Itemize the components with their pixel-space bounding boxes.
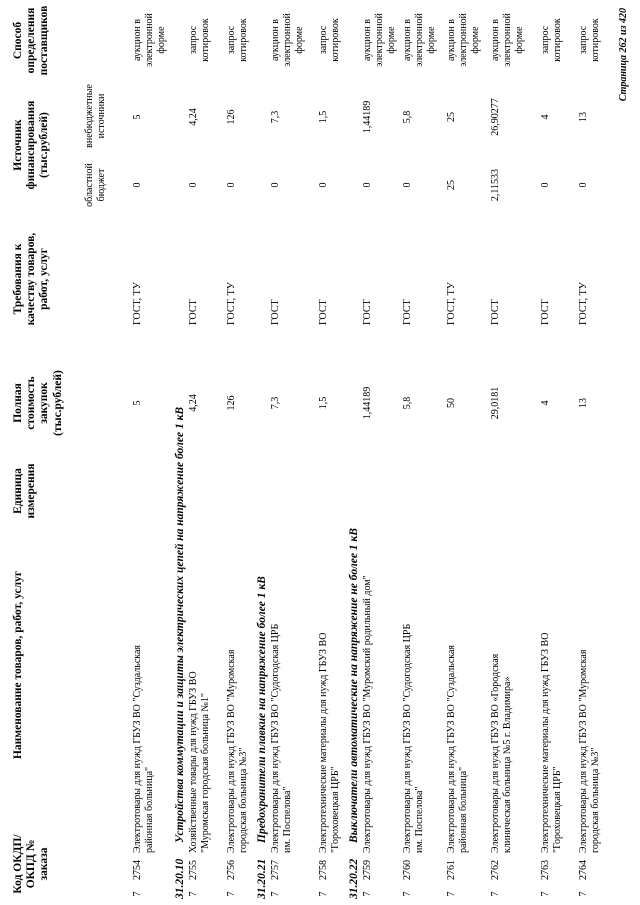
row-prefix: 7 bbox=[490, 891, 501, 897]
row-cost: 4 bbox=[540, 400, 551, 406]
row-req: ГОСТ, ТУ bbox=[132, 282, 143, 325]
header-name: Наименование товаров, работ, услуг bbox=[12, 570, 24, 760]
row-cost: 7,3 bbox=[270, 396, 281, 410]
row-order: 2762 bbox=[490, 860, 501, 880]
row-name: Электротовары для нужд ГБУЗ ВО "Муромская городская больница №3" bbox=[226, 649, 249, 853]
row-prefix: 7 bbox=[446, 891, 457, 897]
row-prefix: 7 bbox=[188, 891, 199, 897]
row-cost: 13 bbox=[578, 398, 589, 408]
row-req: ГОСТ bbox=[270, 299, 281, 325]
row-name: Электротовары для нужд ГБУЗ ВО «Городская клиническая больница №5 г. Владимира» bbox=[490, 653, 513, 853]
row-prefix: 7 bbox=[578, 891, 589, 897]
row-prefix: 7 bbox=[318, 891, 329, 897]
row-cost: 1,5 bbox=[318, 396, 329, 410]
row-regional: 0 bbox=[226, 182, 237, 188]
section-code: 31.20.22 bbox=[348, 858, 360, 899]
row-order: 2758 bbox=[318, 860, 329, 880]
page-number: Страница 262 из 420 bbox=[618, 8, 629, 102]
row-req: ГОСТ, ТУ bbox=[446, 282, 457, 325]
row-cost: 29,0181 bbox=[490, 386, 501, 420]
row-name: Электротовары для нужд ГБУЗ ВО "Судогодская ЦРБ им. Поспелова" bbox=[270, 623, 293, 853]
row-name: Электротовары для нужд ГБУЗ ВО "Суздальская районная больница" bbox=[132, 644, 155, 853]
row-prefix: 7 bbox=[132, 891, 143, 897]
row-order: 2763 bbox=[540, 860, 551, 880]
row-method: запрос котировок bbox=[578, 18, 601, 62]
row-name: Электротовары для нужд ГБУЗ ВО "Суздальская районная больница" bbox=[446, 644, 469, 853]
header-code: Код ОКДП/ ОКПД № заказа bbox=[12, 834, 51, 894]
row-name: Электротовары для нужд ГБУЗ ВО "Муромский родильный дом" bbox=[362, 575, 373, 853]
section-title: Выключатели автоматические на напряжение не более 1 кВ bbox=[348, 528, 360, 843]
row-method: аукцион в электронной форме bbox=[362, 13, 397, 67]
row-order: 2755 bbox=[188, 860, 199, 880]
row-regional: 0 bbox=[132, 182, 143, 188]
row-req: ГОСТ bbox=[490, 299, 501, 325]
section-title: Устройства коммутации и защиты электрических цепей на напряжение более 1 кВ bbox=[174, 406, 186, 843]
header-requirements: Требования к качеству товаров, работ, услуг bbox=[12, 232, 51, 326]
section-title: Предохранители плавкие на напряжение более 1 кВ bbox=[256, 576, 268, 843]
row-regional: 0 bbox=[270, 182, 281, 188]
row-extra: 1,5 bbox=[318, 110, 329, 124]
row-order: 2754 bbox=[132, 860, 143, 880]
row-cost: 126 bbox=[226, 395, 237, 411]
row-prefix: 7 bbox=[402, 891, 413, 897]
header-regional: областной бюджет bbox=[84, 163, 107, 207]
row-regional: 0 bbox=[402, 182, 413, 188]
header-extrabudget: внебюджетные источники bbox=[84, 84, 107, 148]
row-method: аукцион в электронной форме bbox=[132, 13, 167, 67]
row-method: аукцион в электронной форме bbox=[446, 13, 481, 67]
header-unit: Единица измерения bbox=[12, 463, 38, 519]
row-extra: 13 bbox=[578, 112, 589, 122]
row-order: 2760 bbox=[402, 860, 413, 880]
row-method: запрос котировок bbox=[318, 18, 341, 62]
row-name: Электротовары для нужд ГБУЗ ВО "Судогодская ЦРБ им. Поспелова" bbox=[402, 623, 425, 853]
section-code: 31.20.21 bbox=[256, 858, 268, 899]
row-regional: 25 bbox=[446, 180, 457, 190]
row-cost: 5,8 bbox=[402, 396, 413, 410]
row-name: Электротехнические материалы для нужд ГБУЗ ВО "Гороховецкая ЦРБ" bbox=[540, 632, 563, 853]
row-name: Хозяйственные товары для нужд ГБУЗ ВО "Муромская городская больница №1" bbox=[188, 671, 211, 853]
row-cost: 1,44189 bbox=[362, 386, 373, 420]
row-regional: 0 bbox=[188, 182, 199, 188]
row-cost: 50 bbox=[446, 398, 457, 408]
row-regional: 0 bbox=[362, 182, 373, 188]
row-req: ГОСТ, ТУ bbox=[578, 282, 589, 325]
row-method: запрос котировок bbox=[226, 18, 249, 62]
row-prefix: 7 bbox=[540, 891, 551, 897]
row-regional: 0 bbox=[318, 182, 329, 188]
row-prefix: 7 bbox=[270, 891, 281, 897]
row-method: аукцион в электронной форме bbox=[490, 13, 525, 67]
row-prefix: 7 bbox=[226, 891, 237, 897]
row-prefix: 7 bbox=[362, 891, 373, 897]
row-regional: 0 bbox=[540, 182, 551, 188]
row-name: Электротовары для нужд ГБУЗ ВО "Муромская городская больница №3" bbox=[578, 649, 601, 853]
row-extra: 4,24 bbox=[188, 108, 199, 126]
header-cost: Полная стоимость закупок (тыс.рублей) bbox=[12, 370, 64, 436]
row-order: 2756 bbox=[226, 860, 237, 880]
row-order: 2761 bbox=[446, 860, 457, 880]
row-extra: 4 bbox=[540, 114, 551, 120]
row-method: запрос котировок bbox=[540, 18, 563, 62]
row-order: 2764 bbox=[578, 860, 589, 880]
row-order: 2759 bbox=[362, 860, 373, 880]
header-funding: Источник финансирования (тыс.рублей) bbox=[12, 100, 51, 190]
row-req: ГОСТ bbox=[540, 299, 551, 325]
row-cost: 4,24 bbox=[188, 394, 199, 412]
row-cost: 5 bbox=[132, 400, 143, 406]
row-req: ГОСТ bbox=[188, 299, 199, 325]
row-method: аукцион в электронной форме bbox=[402, 13, 437, 67]
row-extra: 26,90277 bbox=[490, 98, 501, 136]
row-extra: 25 bbox=[446, 112, 457, 122]
row-extra: 7,3 bbox=[270, 110, 281, 124]
row-extra: 5 bbox=[132, 114, 143, 120]
row-req: ГОСТ bbox=[402, 299, 413, 325]
row-method: запрос котировок bbox=[188, 18, 211, 62]
row-order: 2757 bbox=[270, 860, 281, 880]
header-method: Способ определения поставщиков bbox=[12, 5, 51, 76]
row-extra: 5,8 bbox=[402, 110, 413, 124]
row-req: ГОСТ bbox=[362, 299, 373, 325]
row-regional: 2,11533 bbox=[490, 168, 501, 202]
row-name: Электротехнические материалы для нужд ГБУЗ ВО "Гороховецкая ЦРБ" bbox=[318, 632, 341, 853]
row-extra: 1,44189 bbox=[362, 100, 373, 134]
row-method: аукцион в электронной форме bbox=[270, 13, 305, 67]
row-regional: 0 bbox=[578, 182, 589, 188]
row-req: ГОСТ, ТУ bbox=[226, 282, 237, 325]
section-code: 31.20.10 bbox=[174, 858, 186, 899]
row-req: ГОСТ bbox=[318, 299, 329, 325]
row-extra: 126 bbox=[226, 109, 237, 125]
